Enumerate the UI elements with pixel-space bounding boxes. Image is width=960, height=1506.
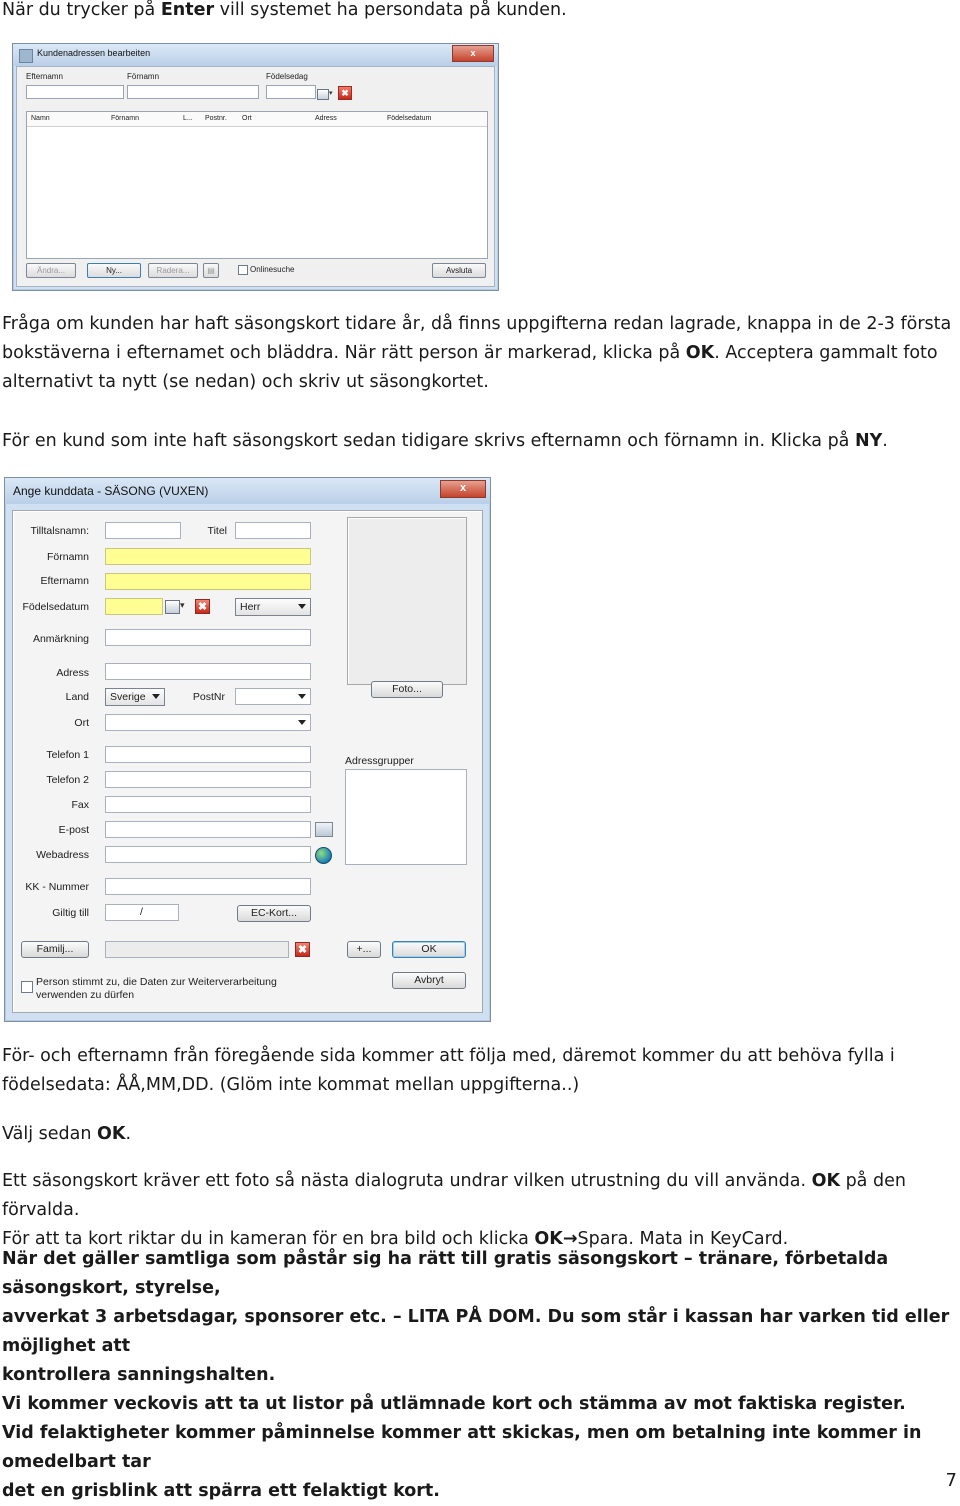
andra-button[interactable]: Ändra...	[26, 263, 76, 278]
col-header[interactable]: Namn	[31, 115, 50, 122]
fax-input[interactable]	[105, 796, 311, 813]
ort-select[interactable]	[105, 714, 311, 731]
telefon1-label: Telefon 1	[46, 749, 89, 761]
eckort-button[interactable]: EC-Kort...	[237, 905, 311, 922]
clear-date-icon[interactable]: ✖	[195, 599, 210, 614]
tilltalsnamn-label: Tilltalsnamn:	[30, 525, 89, 537]
customer-address-dialog	[12, 43, 499, 291]
webadress-label: Webadress	[36, 849, 89, 861]
intro-text: När du trycker på Enter vill systemet ha persondata på kunden.	[2, 0, 567, 20]
table-header	[27, 112, 487, 127]
paragraph-2: För en kund som inte haft säsongskort sedan tidigare skrivs efternamn och förnamn in. Klicka på NY.	[2, 431, 888, 451]
calendar-icon[interactable]	[165, 600, 180, 614]
tilltalsnamn-input[interactable]	[105, 522, 181, 539]
page-number: 7	[945, 1470, 957, 1491]
para1-line2: bokstäverna i efternamet och bläddra. När rätt person är markerad, klicka på	[2, 343, 686, 363]
adress-input[interactable]	[105, 663, 311, 680]
col-header[interactable]: L...	[183, 115, 193, 122]
efternamn-input[interactable]	[105, 573, 311, 590]
close-button[interactable]: x	[452, 45, 494, 62]
consent-text: Person stimmt zu, die Daten zur Weiterverarbeitung verwenden zu dürfen	[36, 976, 277, 1001]
clear-icon[interactable]: ✖	[338, 86, 352, 100]
dialog-titlebar	[5, 478, 490, 504]
fodelsedag-label: Födelsedag	[266, 72, 308, 81]
print-icon[interactable]: ▤	[203, 263, 219, 278]
radera-button[interactable]: Radera...	[148, 263, 198, 278]
calendar-icon[interactable]	[317, 89, 329, 100]
fornamn-label: Förnamn	[127, 72, 160, 81]
avbryt-button[interactable]: Avbryt	[392, 972, 466, 989]
efternamn-label: Efternamn	[26, 72, 63, 81]
fornamn-label: Förnamn	[46, 551, 89, 563]
ok-button[interactable]: OK	[392, 941, 466, 958]
dialog-body	[12, 510, 483, 1013]
foto-button[interactable]: Foto...	[371, 681, 443, 698]
telefon2-label: Telefon 2	[46, 774, 89, 786]
adressgrupper-list[interactable]	[345, 769, 467, 865]
paragraph-3	[2, 1042, 958, 1100]
telefon1-input[interactable]	[105, 746, 311, 763]
gender-select[interactable]: Herr	[235, 598, 311, 616]
add-button[interactable]: +...	[347, 941, 381, 958]
mail-icon[interactable]	[315, 822, 333, 837]
chevron-down-icon[interactable]: ▾	[180, 600, 185, 610]
close-button[interactable]: x	[440, 480, 486, 498]
fodelsedag-input[interactable]	[266, 85, 316, 99]
epost-label: E-post	[58, 824, 89, 836]
avsluta-button[interactable]: Avsluta	[432, 263, 486, 278]
telefon2-input[interactable]	[105, 771, 311, 788]
paragraph-1	[2, 310, 958, 397]
dialog-body	[16, 66, 495, 287]
dialog-titlebar	[13, 44, 498, 66]
fornamn-input[interactable]	[127, 85, 259, 99]
giltig-label: Giltig till	[52, 907, 89, 919]
anmarkning-input[interactable]	[105, 629, 311, 646]
ok-emphasis: OK	[685, 343, 715, 363]
paragraph-4: Välj sedan OK.	[2, 1124, 132, 1144]
webadress-input[interactable]	[105, 846, 311, 863]
paragraph-6: När det gäller samtliga som påstår sig ha rätt till gratis säsongskort – tränare, förbetalda säsongskort, styrelse, avverkat 3 arbetsdagar, sponsorer etc. – LITA PÅ DOM. Du som står i kassan har varken tid eller möjlighet att kontrollera sanningshalten. Vi kommer veckovis att ta ut listor på utlämnade kort och stämma av mot faktiska register. Vid felaktigheter kommer påminnelse kommer att skickas, men om betalning inte kommer in omedelbart tar det en grisblink att spärra ett felaktigt kort.	[2, 1249, 950, 1501]
dialog-title: Kundenadressen bearbeiten	[37, 48, 151, 58]
kknummer-label: KK - Nummer	[25, 881, 89, 893]
kknummer-input[interactable]	[105, 878, 311, 895]
adress-label: Adress	[56, 667, 89, 679]
anmarkning-label: Anmärkning	[32, 633, 89, 645]
col-header[interactable]: Adress	[315, 115, 337, 122]
globe-icon[interactable]	[315, 847, 332, 864]
clear-family-icon[interactable]: ✖	[295, 942, 310, 957]
customer-data-dialog	[4, 477, 491, 1022]
para1-line1: Fråga om kunden har haft säsongskort tidare år, då finns uppgifterna redan lagrade, knappa in de 2-3 första	[2, 314, 952, 334]
land-label: Land	[65, 691, 89, 703]
fodelsedatum-input[interactable]	[105, 598, 163, 615]
efternamn-label: Efternamn	[40, 575, 89, 587]
para3-line2: födelsedata: ÅÅ,MM,DD. (Glöm inte kommat mellan uppgifterna..)	[2, 1075, 580, 1095]
col-header[interactable]: Födelsedatum	[387, 115, 432, 122]
fodelsedatum-label: Födelsedatum	[22, 601, 89, 613]
ort-label: Ort	[74, 717, 89, 729]
customer-table[interactable]	[26, 111, 488, 259]
epost-input[interactable]	[105, 821, 311, 838]
giltig-input[interactable]: /	[105, 904, 179, 921]
familj-button[interactable]: Familj...	[21, 941, 89, 958]
onlinesuche-checkbox[interactable]	[238, 265, 248, 275]
paragraph-5: Ett säsongskort kräver ett foto så nästa dialogruta undrar vilken utrustning du vill använda. OK på den förvalda. För att ta kort riktar du in kameran för en bra bild och klicka OK→Spara. Mata in KeyCard.	[2, 1171, 906, 1249]
country-select[interactable]: Sverige	[105, 688, 165, 706]
dialog-title: Ange kunddata - SÄSONG (VUXEN)	[13, 484, 209, 498]
app-icon	[19, 49, 33, 63]
postnr-select[interactable]	[235, 688, 311, 705]
familj-input	[105, 941, 289, 958]
titel-input[interactable]	[235, 522, 311, 539]
fax-label: Fax	[71, 799, 89, 811]
adressgrupper-label: Adressgrupper	[345, 755, 414, 767]
postnr-label: PostNr	[192, 691, 225, 703]
col-header[interactable]: Förnamn	[111, 115, 140, 122]
chevron-down-icon[interactable]: ▾	[329, 90, 333, 97]
col-header[interactable]: Ort	[242, 115, 252, 122]
ny-button[interactable]: Ny...	[87, 263, 141, 278]
onlinesuche-label: Onlinesuche	[250, 265, 295, 274]
titel-label: Titel	[207, 525, 227, 537]
efternamn-input[interactable]	[26, 85, 124, 99]
fornamn-input[interactable]	[105, 548, 311, 565]
photo-frame	[347, 517, 467, 685]
consent-checkbox[interactable]	[21, 981, 33, 993]
para3-line1: För- och efternamn från föregående sida kommer att följa med, däremot kommer du att behöva fylla i	[2, 1046, 895, 1066]
para1-line2-end: . Acceptera gammalt foto	[714, 343, 938, 363]
para1-line3: alternativt ta nytt (se nedan) och skriv ut säsongkortet.	[2, 372, 489, 392]
col-header[interactable]: Postnr.	[205, 115, 227, 122]
arrow-right-icon: →	[562, 1229, 578, 1249]
